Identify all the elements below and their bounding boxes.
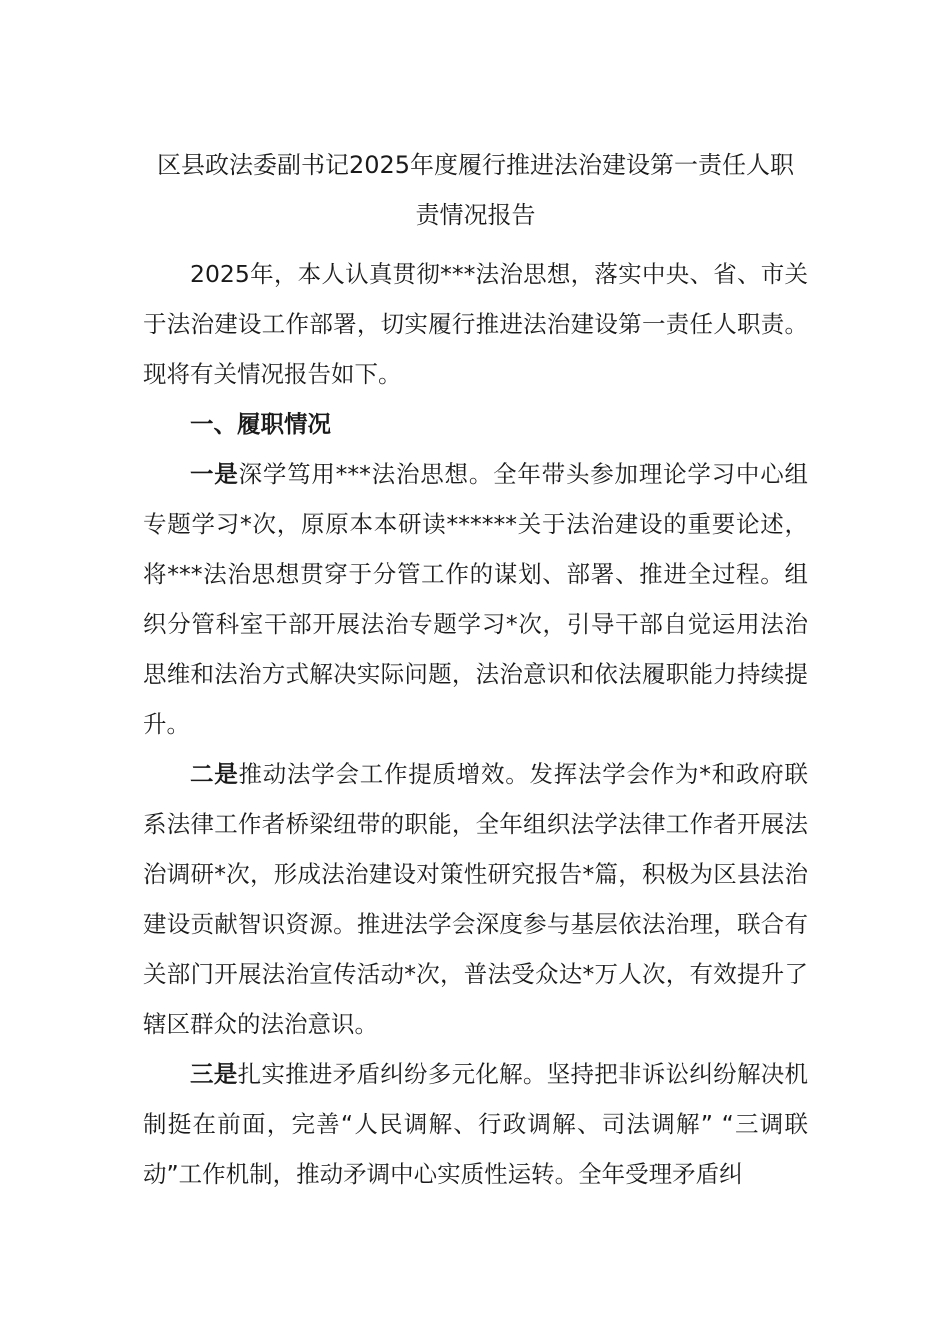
item-paragraph-2 — [143, 749, 808, 1049]
item-lead-1: 一是 — [190, 460, 239, 488]
item-lead-2: 二是 — [190, 760, 239, 788]
document-title-line-1: 区县政法委副书记2025年度履行推进法治建设第一责任人职 — [156, 151, 795, 179]
item-text-3: 扎实推进矛盾纠纷多元化解。坚持把非诉讼纠纷解决机制挺在前面，完善“人民调解、行政调解、司法调解” “三调联动”工作机制，推动矛调中心实质性运转。全年受理矛盾纠 — [143, 1060, 809, 1188]
document-title-line-2: 责情况报告 — [415, 201, 536, 229]
item-paragraph-1 — [143, 449, 808, 749]
item-text-1: 深学笃用***法治思想。全年带头参加理论学习中心组专题学习*次，原原本本研读******关于法治建设的重要论述，将***法治思想贯穿于分管工作的谋划、部署、推进全过程。组织分管科室干部开展法治专题学习*次，引导干部自觉运用法治思维和法治方式解决实际问题，法治意识和依法履职能力持续提升。 — [143, 460, 808, 738]
intro-paragraph: 2025年，本人认真贯彻***法治思想，落实中央、省、市关于法治建设工作部署，切实履行推进法治建设第一责任人职责。现将有关情况报告如下。 — [143, 260, 808, 388]
document-title — [143, 140, 808, 240]
item-text-2: 推动法学会工作提质增效。发挥法学会作为*和政府联系法律工作者桥梁纽带的职能，全年组织法学法律工作者开展法治调研*次，形成法治建设对策性研究报告*篇，积极为区县法治建设贡献智识资源。推进法学会深度参与基层依法治理，联合有关部门开展法治宣传活动*次，普法受众达*万人次，有效提升了辖区群众的法治意识。 — [143, 760, 808, 1038]
item-lead-3: 三是 — [190, 1060, 238, 1088]
document-page — [143, 140, 808, 1199]
item-paragraph-3 — [143, 1049, 808, 1199]
section-heading-performance: 一、履职情况 — [190, 410, 331, 438]
